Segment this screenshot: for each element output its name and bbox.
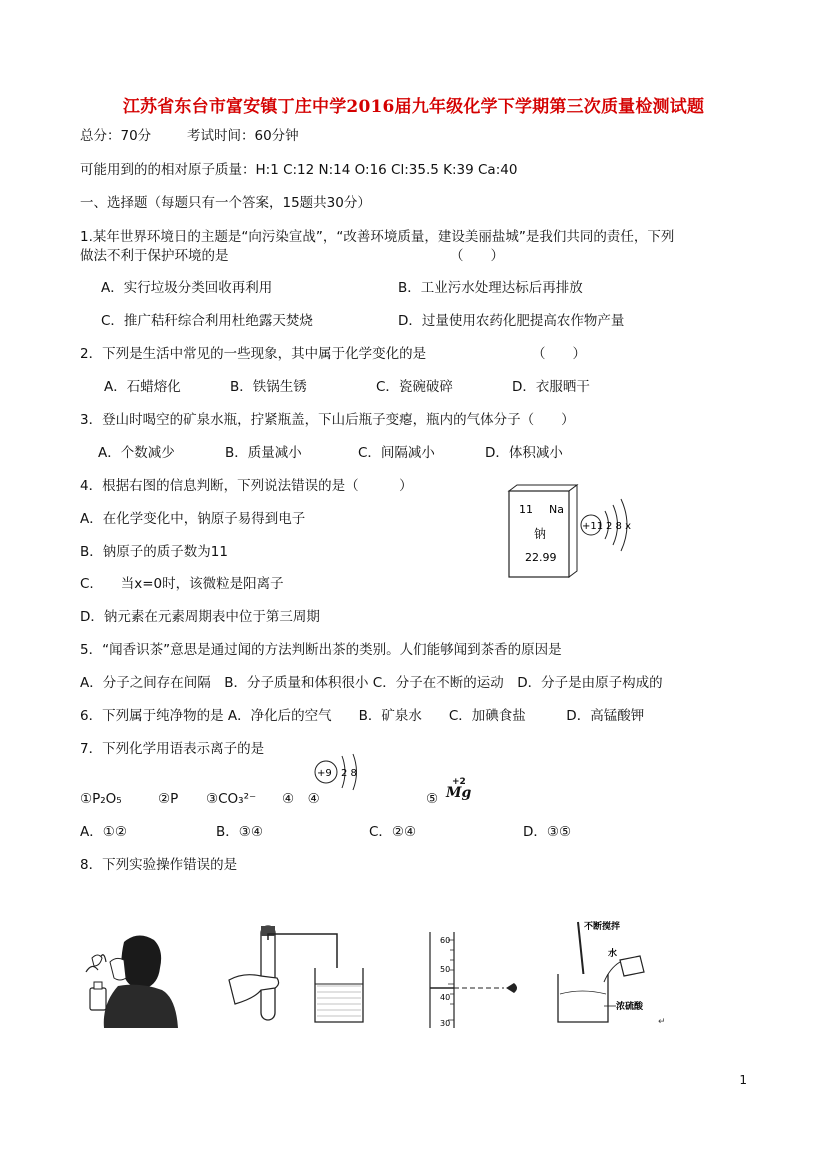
- bottle: [90, 988, 106, 1010]
- q7-option-a: A．①②: [80, 824, 127, 840]
- q6-stem: 6．下列属于纯净物的是 A．净化后的空气 B．矿泉水 C．加碘食盐 D．高锰酸钾: [80, 708, 645, 724]
- dilution-beaker: [558, 974, 608, 1022]
- q7-item-5: ⑤: [426, 791, 439, 807]
- test-tube: [261, 926, 275, 1020]
- q2-option-d: D．衣服晒干: [512, 379, 590, 395]
- return-mark-icon: ↵: [658, 1017, 666, 1027]
- q7-stem: 7．下列化学用语表示离子的是: [80, 741, 265, 757]
- sodium-element-figure: [505, 483, 655, 581]
- page-title: 江苏省东台市富安镇丁庄中学2016届九年级化学下学期第三次质量检测试题: [122, 97, 705, 117]
- q7-item-2: ②P: [158, 791, 179, 807]
- scale-60: 60: [440, 936, 451, 945]
- tile-side-face: [569, 485, 577, 577]
- q7-option-c: C．②④: [369, 824, 417, 840]
- q7-option-b: B．③④: [216, 824, 263, 840]
- scale-ticks: [448, 940, 454, 1020]
- element-name: 钠: [534, 527, 547, 541]
- smelling-experiment-figure: [80, 928, 184, 1030]
- q2-option-b: B．铁锅生锈: [230, 379, 307, 395]
- scale-30: 30: [440, 1019, 451, 1028]
- q2-option-a: A．石蜡熔化: [104, 379, 181, 395]
- nucleus-charge: +11: [582, 521, 604, 532]
- q8-stem: 8．下列实验操作错误的是: [80, 857, 238, 873]
- q2-option-c: C．瓷碗破碎: [376, 379, 453, 395]
- bottle-neck: [94, 982, 102, 989]
- stir-label: 不断搅拌: [584, 922, 621, 932]
- q1-answer-paren: （ ）: [450, 248, 504, 264]
- total-score: 总分：70分: [80, 128, 152, 144]
- atomic-mass: 22.99: [525, 551, 557, 564]
- scale-50: 50: [440, 965, 451, 974]
- mg-symbol: Mg: [446, 785, 472, 801]
- q1-stem-line2: 做法不利于保护环境的是: [80, 248, 229, 264]
- q1-option-d: D．过量使用农药化肥提高农作物产量: [398, 313, 625, 329]
- pouring-vessel: [620, 956, 644, 976]
- q2-answer-paren: （ ）: [532, 346, 586, 362]
- q1-option-c: C．推广秸秆综合利用杜绝露天焚烧: [101, 313, 313, 329]
- q4-option-b: B．钠原子的质子数为11: [80, 544, 228, 560]
- ion-shell-electrons: 2 8: [341, 768, 357, 779]
- eye-icon: [506, 983, 517, 993]
- q4-option-c: C. 当x=0时，该微粒是阳离子: [80, 576, 284, 592]
- scale-40: 40: [440, 993, 451, 1002]
- q7-item-4: ④ ④: [282, 791, 320, 807]
- exam-time: 考试时间：60分钟: [187, 128, 299, 144]
- atomic-masses: 可能用到的的相对原子质量：H:1 C:12 N:14 O:16 Cl:35.5 K:39 Ca:40: [80, 162, 518, 178]
- q4-stem: 4．根据右图的信息判断，下列说法错误的是（ ）: [80, 478, 413, 494]
- q1-stem-line1: 1.某年世界环境日的主题是“向污染宣战”，“改善环境质量，建设美丽盐城”是我们共同的责任，下列: [80, 229, 675, 245]
- q2-stem: 2．下列是生活中常见的一些现象，其中属于化学变化的是: [80, 346, 427, 362]
- q5-stem: 5．“闻香识茶”意思是通过闻的方法判断出茶的类别。人们能够闻到茶香的原因是: [80, 642, 562, 658]
- section-heading: 一、选择题（每题只有一个答案，15题共30分）: [80, 195, 371, 211]
- acid-label: 浓硫酸: [616, 1002, 644, 1012]
- page-number: 1: [739, 1073, 747, 1087]
- water-label: 水: [608, 949, 618, 959]
- tile-top-face: [509, 485, 577, 491]
- q3-option-c: C．间隔减小: [358, 445, 435, 461]
- mg-valence: +2: [452, 777, 466, 787]
- q7-option-d: D．③⑤: [523, 824, 572, 840]
- shell-electrons: 2 8 x: [606, 521, 631, 532]
- element-symbol: Na: [549, 503, 564, 516]
- q3-option-b: B．质量减小: [225, 445, 302, 461]
- q3-option-a: A．个数减少: [98, 445, 175, 461]
- person-body: [104, 985, 178, 1028]
- dilution-figure: [536, 918, 681, 1030]
- q1-option-a: A．实行垃圾分类回收再利用: [101, 280, 273, 296]
- q5-options: A．分子之间存在间隔 B．分子质量和体积很小 C．分子在不断的运动 D．分子是由原子构成的: [80, 675, 663, 691]
- q7-item-1: ①P₂O₅: [80, 791, 122, 807]
- fluoride-ion-diagram: [312, 752, 372, 794]
- person-hair: [121, 935, 161, 988]
- beaker: [315, 968, 363, 1022]
- person-face: [110, 958, 126, 980]
- q3-option-d: D．体积减小: [485, 445, 563, 461]
- cylinder-reading-figure: [408, 930, 528, 1030]
- q7-item-3: ③CO₃²⁻: [206, 791, 257, 807]
- q1-option-b: B．工业污水处理达标后再排放: [398, 280, 583, 296]
- atomic-number: 11: [519, 503, 533, 516]
- q4-option-a: A．在化学变化中，钠原子易得到电子: [80, 511, 306, 527]
- q3-stem: 3．登山时喝空的矿泉水瓶，拧紧瓶盖，下山后瓶子变瘪，瓶内的气体分子（ ）: [80, 412, 575, 428]
- fanning-hand: [92, 955, 102, 966]
- q4-option-d: D．钠元素在元素周期表中位于第三周期: [80, 609, 320, 625]
- airtightness-check-figure: [225, 922, 377, 1028]
- ion-nucleus-charge: +9: [317, 768, 332, 779]
